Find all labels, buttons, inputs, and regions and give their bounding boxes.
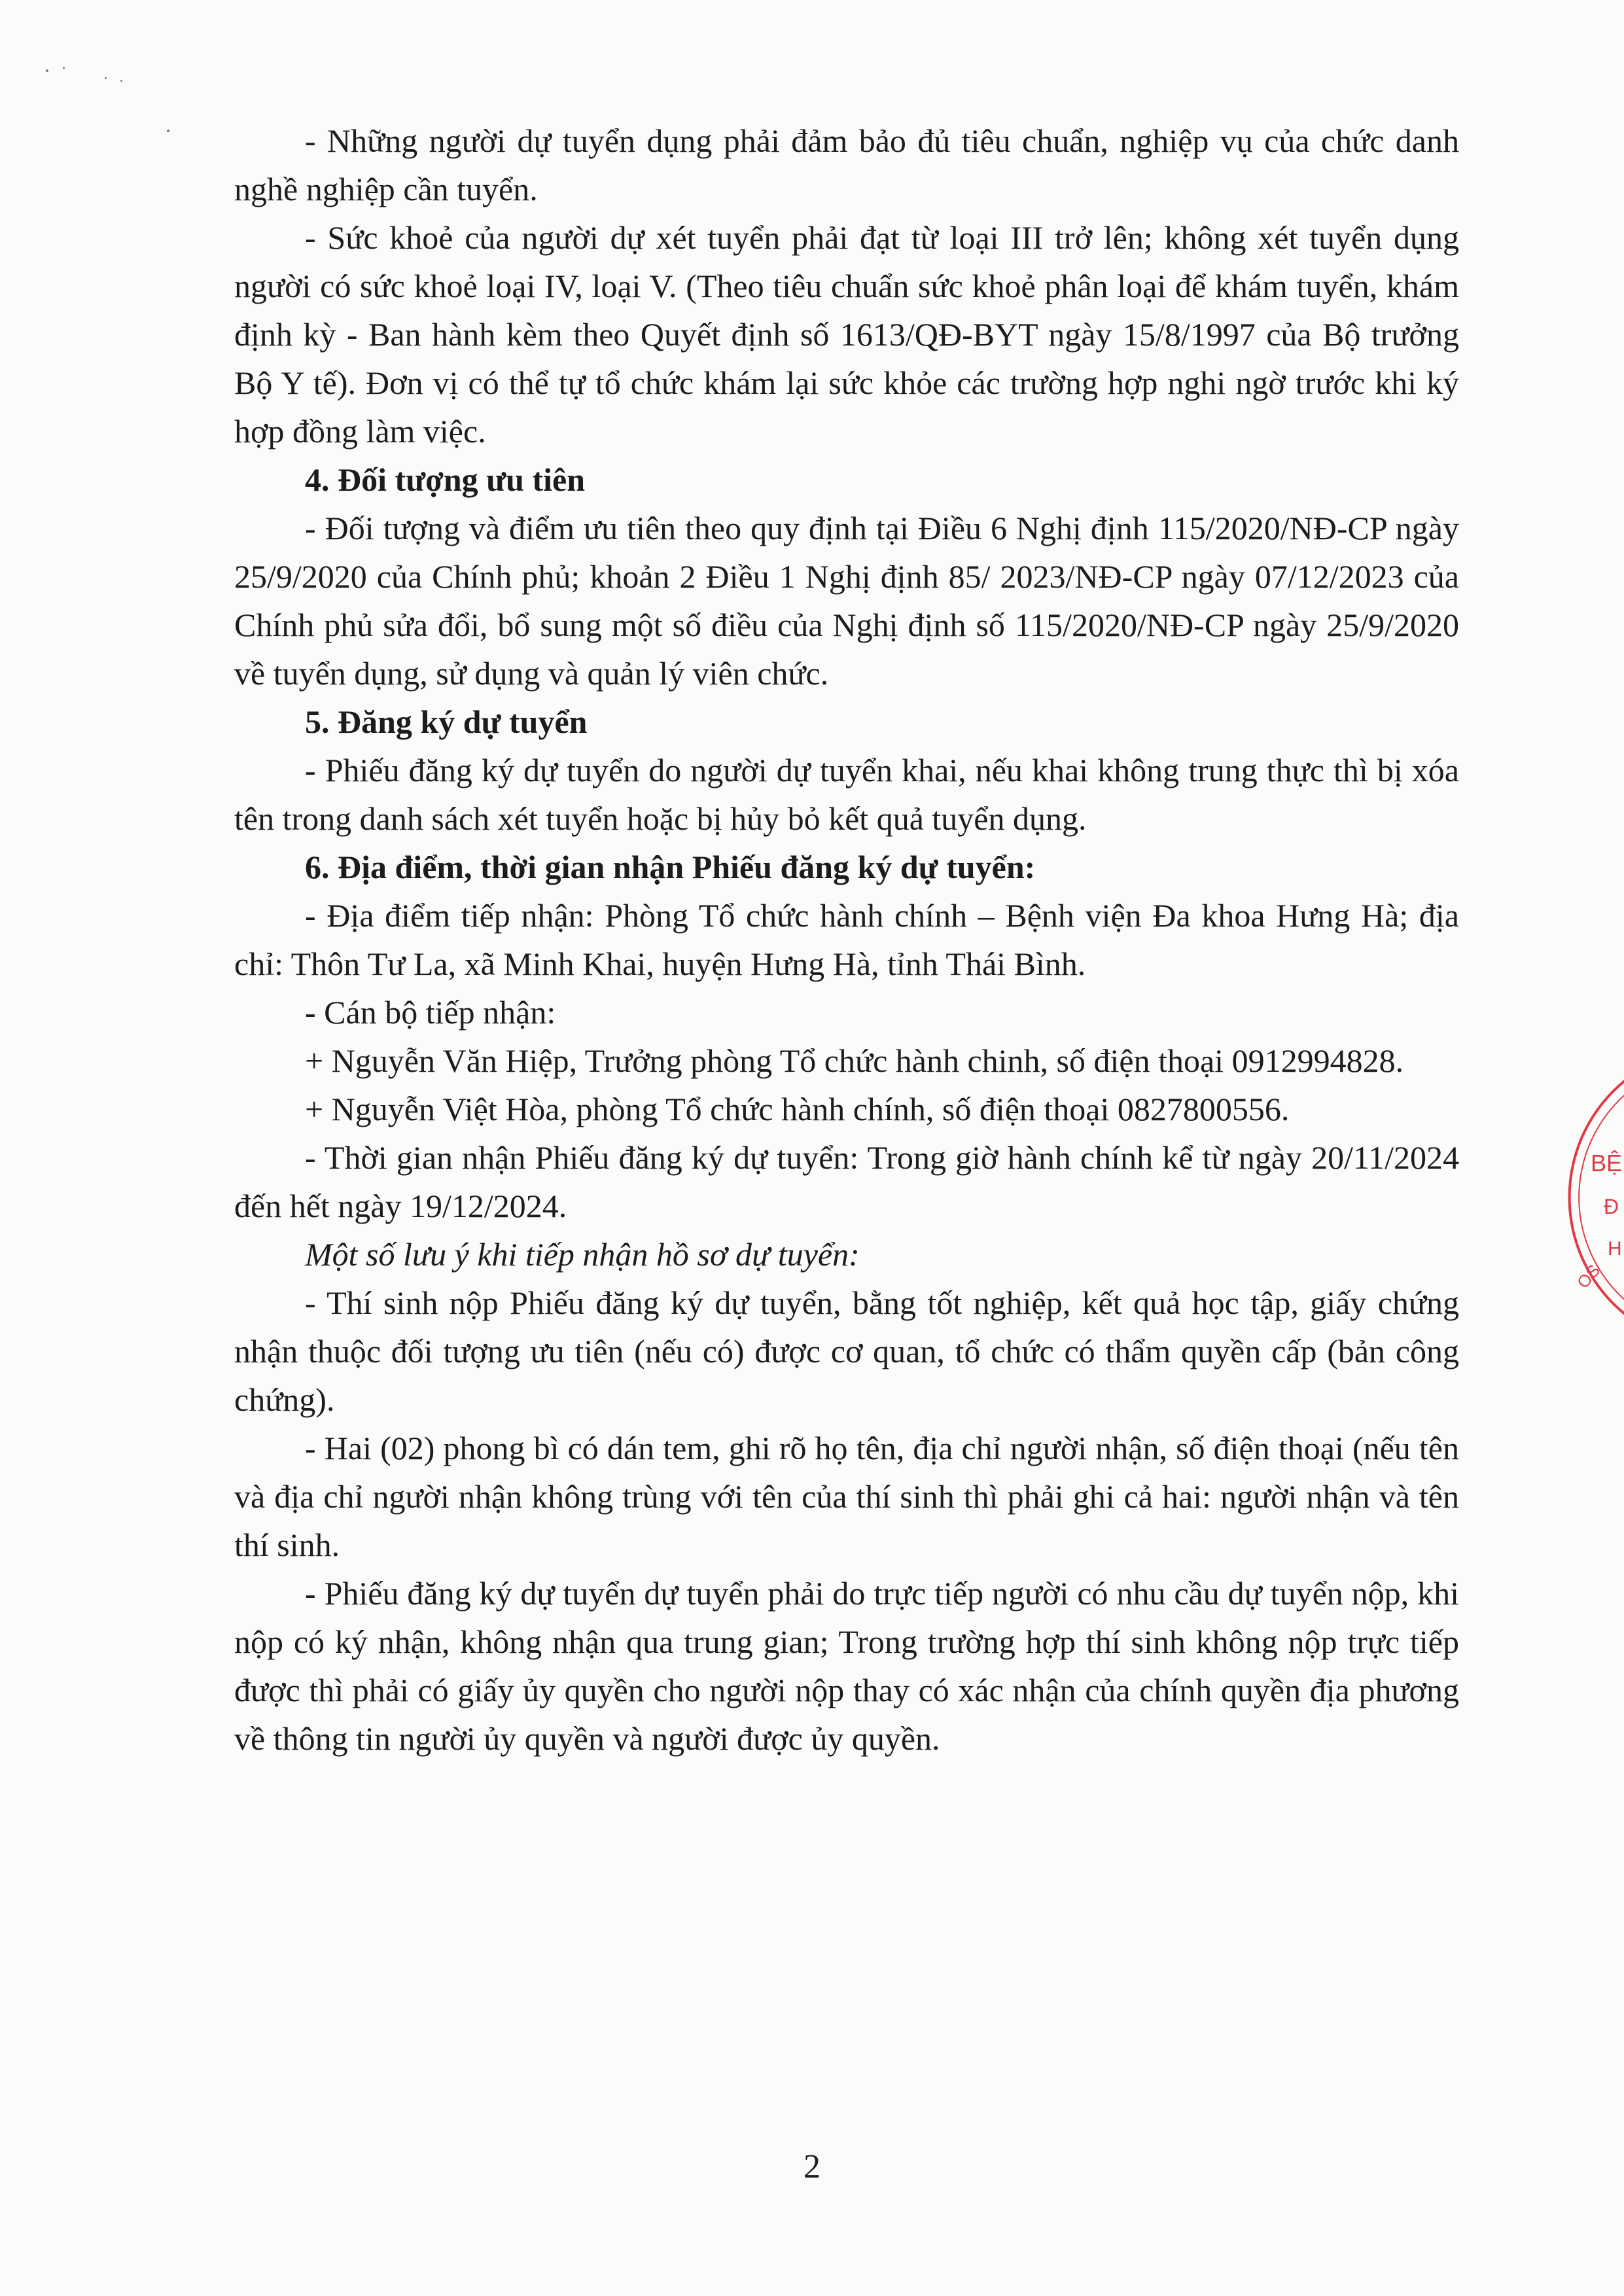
scan-speck: [105, 77, 107, 79]
document-body: [234, 116, 1459, 1763]
paragraph-note-1: - Thí sinh nộp Phiếu đăng ký dự tuyển, bằng tốt nghiệp, kết quả học tập, giấy chứng nhận thuộc đối tượng ưu tiên (nếu có) được cơ quan, tổ chức có thẩm quyền cấp (bản công chứng).: [234, 1284, 1459, 1418]
paragraph-registration: - Phiếu đăng ký dự tuyển do người dự tuyển khai, nếu khai không trung thực thì bị xóa tên trong danh sách xét tuyển hoặc bị hủy bỏ kết quả tuyển dụng.: [234, 752, 1459, 837]
red-seal-stamp: [1567, 1060, 1624, 1335]
heading-registration: 5. Đăng ký dự tuyển: [305, 703, 588, 740]
heading-location-time: 6. Địa điểm, thời gian nhận Phiếu đăng ký dự tuyển:: [305, 849, 1036, 885]
paragraph-priority: - Đối tượng và điểm ưu tiên theo quy định tại Điều 6 Nghị định 115/2020/NĐ-CP ngày 25/9/2020 của Chính phủ; khoản 2 Điều 1 Nghị định 85/ 2023/NĐ-CP ngày 07/12/2023 của Chính phủ sửa đổi, bổ sung một số điều của Nghị định số 115/2020/NĐ-CP ngày 25/9/2020 về tuyển dụng, sử dụng và quản lý viên chức.: [234, 510, 1459, 692]
paragraph-eligibility: - Những người dự tuyển dụng phải đảm bảo đủ tiêu chuẩn, nghiệp vụ của chức danh nghề nghiệp cần tuyển.: [234, 122, 1459, 207]
scan-speck: [46, 69, 48, 72]
paragraph-time: - Thời gian nhận Phiếu đăng ký dự tuyển: Trong giờ hành chính kể từ ngày 20/11/2024 đến hết ngày 19/12/2024.: [234, 1139, 1459, 1224]
heading-notes: Một số lưu ý khi tiếp nhận hồ sơ dự tuyển:: [305, 1236, 860, 1273]
scan-speck: [63, 67, 65, 69]
seal-letter: BỆ: [1591, 1150, 1623, 1176]
paragraph-health: - Sức khoẻ của người dự xét tuyển phải đạt từ loại III trở lên; không xét tuyển dụng người có sức khoẻ loại IV, loại V. (Theo tiêu chuẩn sức khoẻ phân loại để khám tuyển, khám định kỳ - Ban hành kèm theo Quyết định số 1613/QĐ-BYT ngày 15/8/1997 của Bộ trưởng Bộ Y tế). Đơn vị có thể tự tổ chức khám lại sức khỏe các trường hợp nghi ngờ trước khi ký hợp đồng làm việc.: [234, 219, 1459, 450]
seal-letter: Đ: [1604, 1195, 1619, 1218]
paragraph-location: - Địa điểm tiếp nhận: Phòng Tổ chức hành chính – Bệnh viện Đa khoa Hưng Hà; địa chỉ: Thôn Tư La, xã Minh Khai, huyện Hưng Hà, tỉnh Thái Bình.: [234, 897, 1459, 982]
seal-letter: H: [1608, 1238, 1622, 1260]
paragraph-note-2: - Hai (02) phong bì có dán tem, ghi rõ họ tên, địa chỉ người nhận, số điện thoại (nếu tên và địa chỉ người nhận không trùng với tên của thí sinh thì phải ghi cả hai: người nhận và tên thí sinh.: [234, 1430, 1459, 1563]
scan-speck: [167, 130, 169, 132]
seal-letter: OS: [1573, 1260, 1604, 1292]
paragraph-receivers: - Cán bộ tiếp nhận:: [305, 994, 556, 1031]
page-number: 2: [803, 2148, 821, 2185]
scan-speck: [120, 80, 122, 82]
paragraph-note-3: - Phiếu đăng ký dự tuyển dự tuyển phải do trực tiếp người có nhu cầu dự tuyển nộp, khi nộp có ký nhận, không nhận qua trung gian; Trong trường hợp thí sinh không nộp trực tiếp được thì phải có giấy ủy quyền cho người nộp thay có xác nhận của chính quyền địa phương về thông tin người ủy quyền và người được ủy quyền.: [234, 1575, 1459, 1757]
paragraph-receiver-1: + Nguyễn Văn Hiệp, Trưởng phòng Tổ chức hành chinh, số điện thoại 0912994828.: [305, 1042, 1404, 1079]
heading-priority: 4. Đối tượng ưu tiên: [305, 461, 586, 498]
paragraph-receiver-2: + Nguyễn Việt Hòa, phòng Tổ chức hành chính, số điện thoại 0827800556.: [305, 1091, 1290, 1127]
